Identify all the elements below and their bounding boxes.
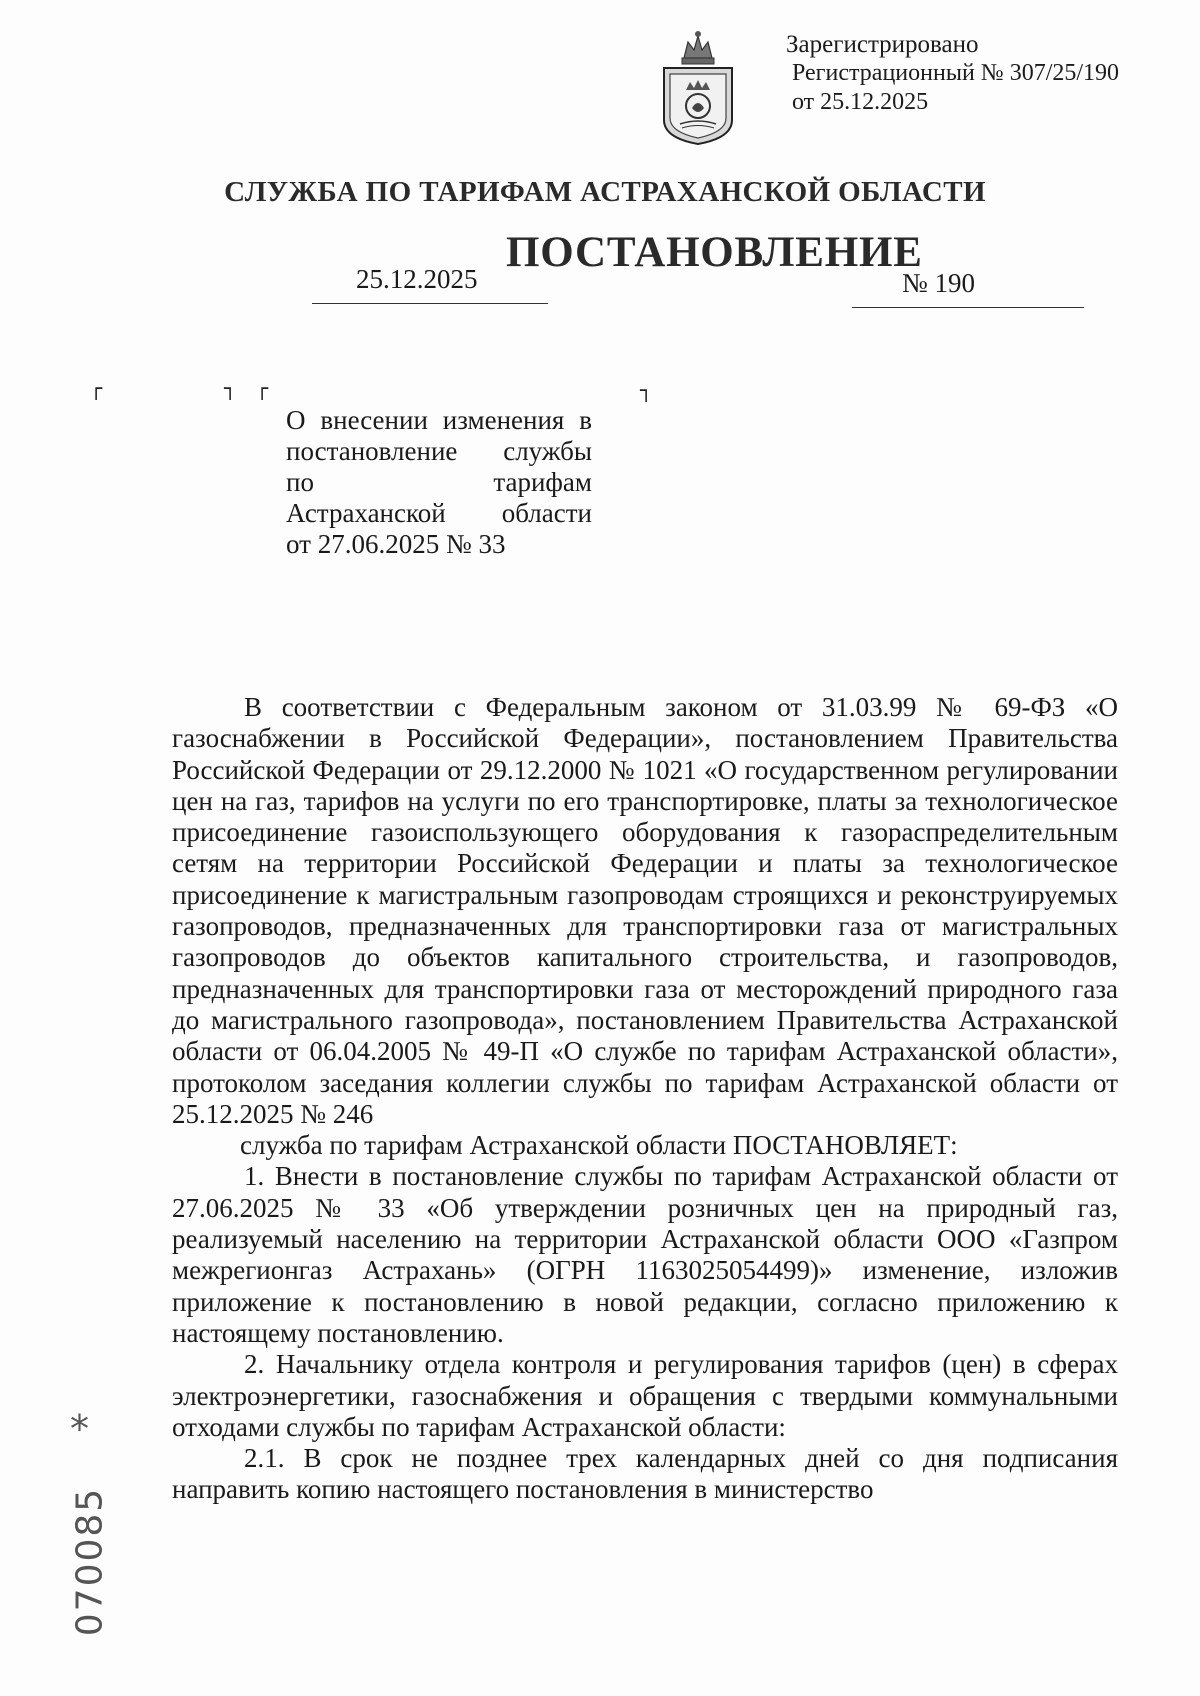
corner-mark-inner-right: ┐ bbox=[224, 376, 237, 400]
coat-of-arms-icon bbox=[658, 28, 738, 148]
subject-line: О внесении изменения в bbox=[286, 405, 592, 435]
body-paragraph-item-2: 2. Начальнику отдела контроля и регулирования тарифов (цен) в сферах электроэнергетики, газоснабжения и обращения с твердыми коммунальными отходами службы по тарифам Астраханской области: bbox=[172, 1349, 1118, 1442]
body-paragraph-preamble: В соответствии с Федеральным законом от 31.03.99 № 69-ФЗ «О газоснабжении в Российской Федерации», постановлением Правительства Российской Федерации от 29.12.2000 № 1021 «О государственном регулировании цен на газ, тарифов на услуги по его транспортировке, платы за технологическое присоединение газоиспользующего оборудования к газораспределительным сетям на территории Российской Федерации и платы за технологическое присоединение к магистральным газопроводам строящихся и реконструируемых газопроводов, предназначенных для транспортировки газа от магистральных газопроводов до объектов капитального строительства, и газопроводов, предназначенных для транспортировки газа от месторождений природного газа до магистрального газопровода», постановлением Правительства Астраханской области от 06.04.2005 № 49-П «О службе по тарифам Астраханской области», протоколом заседания коллегии службы по тарифам Астраханской области от 25.12.2025 № 246 bbox=[172, 692, 1118, 1129]
side-stamp-number: 070085 bbox=[69, 1486, 111, 1637]
subject-line: по тарифам bbox=[286, 467, 592, 497]
corner-mark-top-left: ┌ bbox=[90, 376, 103, 400]
subject-line: постановление службы bbox=[286, 436, 592, 466]
registration-stamp bbox=[786, 30, 1119, 117]
document-type: ПОСТАНОВЛЕНИЕ bbox=[506, 229, 923, 276]
registration-label: Зарегистрировано bbox=[786, 31, 979, 58]
document-date: 25.12.2025 bbox=[356, 264, 478, 294]
body-paragraph-item-1: 1. Внести в постановление службы по тарифам Астраханской области от 27.06.2025 № 33 «Об утверждении розничных цен на природный газ, реализуемый населению на территории Астраханской области ООО «Газпром межрегионгаз Астрахань» (ОГРН 1163025054499)» изменение, изложив приложение к постановлению в новой редакции, согласно приложению к настоящему постановлению. bbox=[172, 1161, 1118, 1348]
document-number: № 190 bbox=[902, 268, 976, 298]
registration-number: Регистрационный № 307/25/190 bbox=[792, 60, 1120, 86]
corner-mark-top-right: ┐ bbox=[640, 378, 653, 402]
subject-line: от 27.06.2025 № 33 bbox=[286, 529, 506, 559]
document-body bbox=[172, 692, 1118, 1506]
subject-line: Астраханской области bbox=[286, 498, 592, 528]
date-underline bbox=[312, 303, 548, 304]
document-subject bbox=[286, 405, 592, 560]
side-margin-stamp bbox=[58, 1407, 118, 1655]
asterisk-mark: * bbox=[70, 1407, 89, 1451]
corner-mark-inner-left: ┌ bbox=[256, 376, 269, 400]
body-paragraph-resolves: служба по тарифам Астраханской области ПОСТАНОВЛЯЕТ: bbox=[240, 1130, 958, 1161]
body-paragraph-item-2-1: 2.1. В срок не позднее трех календарных дней со дня подписания направить копию настоящего постановления в министерство bbox=[172, 1443, 1118, 1505]
registration-date: от 25.12.2025 bbox=[792, 89, 929, 115]
agency-name: СЛУЖБА ПО ТАРИФАМ АСТРАХАНСКОЙ ОБЛАСТИ bbox=[224, 176, 986, 208]
number-underline bbox=[852, 307, 1084, 308]
